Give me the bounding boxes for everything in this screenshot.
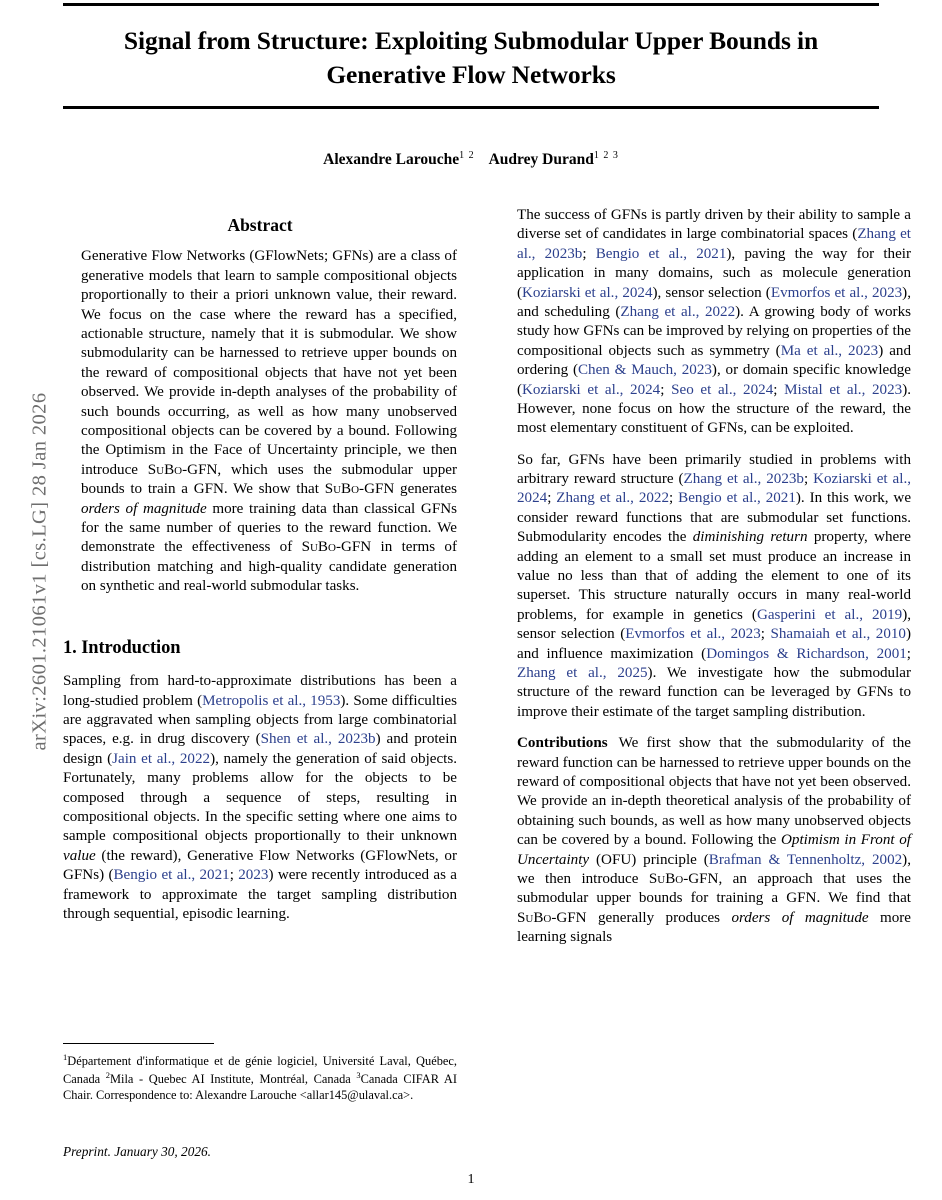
abstract-text-4: more training data than classical GFNs for the same number of queries to the reward function. We demonstrate the effectiveness of [81,500,457,556]
section-heading-introduction: 1. Introduction [63,637,181,658]
author-affiliation-1: 1 2 [459,150,475,161]
title-bottom-rule [63,106,879,109]
subo-smallcaps-1: SuBo [147,461,183,478]
text-run: ). We investigate how the submodular structure of the reward function can be leveraged by GFNs to improve their estimate of the target sampling distribution. [517,664,911,720]
text-run: ; [906,645,911,662]
citation-link[interactable]: Koziarski et al., 2024 [522,381,661,398]
citation-link[interactable]: Shamaiah et al., 2010 [770,626,906,643]
text-run: Mila - Quebec AI Institute, Montréal, Canada [110,1072,357,1087]
subo-smallcaps-4: SuBo [648,870,684,887]
left-column [63,206,457,936]
abstract-heading: Abstract [227,215,293,235]
citation-link[interactable]: Zhang et al., 2023b [517,226,911,262]
text-run: ), paving the way for their application in many domains, such as molecule generation ( [517,245,911,301]
text-run: ), namely the generation of said objects. Fortunately, many problems allow for the objects to be composed through a sequence of steps, resulting in compositional objects. In the specific setting where one aims to sample compositional objects proportionally to their unknown [63,750,458,845]
text-run: ; [660,381,672,398]
subo-smallcaps-3: SuBo [301,539,336,556]
text-run: ; [760,626,771,643]
abstract-text-2: -GFN, which uses the submodular upper bounds to train a GFN. We show that [81,461,457,498]
text-run: Département d'informatique et de génie logiciel, Université Laval, Québec, Canada [63,1054,457,1087]
text-run: We first show that the submodularity of the reward function can be harnessed to retrieve upper bounds on the reward of compositional objects that have not yet been observed. We provide an in-depth theoretical analysis of the probability of obtaining such bounds, as well as how many unobserved objects can be covered by a bound. Following the [517,735,911,849]
text-run: ; [669,490,679,507]
text-run: ; [229,867,239,884]
right-column [517,206,911,947]
text-run: ), and scheduling ( [517,284,911,320]
abstract-text-3: -GFN generates [359,481,458,498]
citation-link[interactable]: Ma et al., 2023 [780,342,879,359]
text-run: ). A growing body of works study how GFNs can be improved by relying on properties of the compositional objects such as symmetry ( [517,303,911,359]
text-run: -GFN, an approach that uses the submodular upper bounds for training a GFN. We find that [517,870,911,907]
footnote-affiliations [63,1052,457,1104]
text-run: Sampling from hard-to-approximate distributions has been a long-studied problem ( [63,673,457,709]
text-run: ). Some difficulties are aggravated when sampling objects from large combinatorial spaces, e.g. in drug discovery ( [63,692,457,748]
intro-paragraph-1 [63,672,457,924]
page-title: Signal from Structure: Exploiting Submodular Upper Bounds in Generative Flow Networks [123,26,819,89]
subo-smallcaps-2: SuBo [324,481,360,498]
citation-link[interactable]: Metropolis et al., 1953 [202,692,341,709]
orders-of-magnitude-italic: orders of magnitude [731,909,869,926]
footnote-marker-3: 3 [356,1070,361,1080]
abstract-text-5: -GFN in terms of distribution matching and high-quality candidate generation on synthetic and real-world submodular tasks. [81,539,457,595]
citation-link[interactable]: Gasperini et al., 2019 [756,606,903,623]
text-run: ; [803,471,814,488]
citation-link[interactable]: Koziarski et al., 2024 [517,471,912,507]
contributions-paragraph [517,734,911,947]
abstract-body [81,247,457,596]
preprint-notice: Preprint. January 30, 2026. [63,1144,211,1159]
author-list [63,150,879,169]
author-name-2: Audrey Durand [488,151,594,169]
text-run: So far, GFNs have been primarily studied in problems with arbitrary reward structure ( [517,451,911,488]
text-run: ; [547,490,557,507]
text-run: The success of GFNs is partly driven by their ability to sample a diverse set of candidates in large combinatorial spaces ( [517,207,911,243]
arxiv-stamp: arXiv:2601.21061v1 [cs.LG] 28 Jan 2026 [28,392,51,751]
citation-link[interactable]: Chen & Mauch, 2023 [577,362,712,379]
text-run: -GFN generally produces [551,909,732,926]
author-affiliation-2: 1 2 3 [593,150,619,161]
citation-link[interactable]: Bengio et al., 2021 [678,490,796,507]
ofu-italic: Optimism in Front of Uncertainty [517,832,911,868]
text-run: ), or domain specific knowledge ( [517,362,912,398]
diminishing-return-italic: diminishing return [692,529,808,546]
text-run: ) and influence maximization ( [517,626,911,662]
citation-link[interactable]: Zhang et al., 2025 [517,664,648,681]
intro-italic-value: value [63,847,96,864]
footnote-marker-2: 2 [105,1070,111,1080]
text-run: Canada CIFAR AI Chair. Correspondence to: Alexandre Larouche <allar145@ulaval.ca>. [63,1072,457,1102]
intro-paragraph-3 [517,451,911,722]
citation-link[interactable]: Bengio et al., 2021 [113,867,230,884]
citation-link[interactable]: Shen et al., 2023b [260,731,376,748]
text-run: ) were recently introduced as a framework to approximate the target sampling distribution through sequential, episodic learning. [63,867,457,922]
citation-link[interactable]: Evmorfos et al., 2023 [625,626,761,643]
text-run: (OFU) principle ( [589,851,709,868]
page-number: 1 [467,1172,475,1187]
top-rule [63,3,879,6]
citation-link[interactable]: Zhang et al., 2022 [620,303,736,320]
citation-link[interactable]: Seo et al., 2024 [671,381,774,398]
text-run: ) and ordering ( [517,342,911,379]
text-run: ), we then introduce [517,851,911,887]
citation-link[interactable]: 2023 [238,867,269,884]
citation-link[interactable]: Mistal et al., 2023 [784,381,903,398]
contributions-lead-in: Contributions [517,735,608,752]
intro-paragraph-2 [517,206,911,439]
text-run: more learning signals [517,909,911,946]
citation-link[interactable]: Zhang et al., 2023b [683,471,804,488]
citation-link[interactable]: Bengio et al., 2021 [595,245,727,262]
author-name-1: Alexandre Larouche [323,151,460,169]
citation-link[interactable]: Brafman & Tennenholtz, 2002 [708,851,903,868]
subo-smallcaps-5: SuBo [517,909,552,926]
abstract-italic-1: orders of magnitude [81,500,207,517]
text-run: ), sensor selection ( [652,284,771,301]
text-run: (the reward), Generative Flow Networks (GFlowNets, or GFNs) ( [63,847,457,884]
citation-link[interactable]: Evmorfos et al., 2023 [770,284,903,301]
text-run: ; [773,381,785,398]
footnote-marker-1: 1 [63,1052,68,1062]
text-run: ) and protein design ( [63,731,457,767]
text-run: ). In this work, we consider reward functions that are submodular set functions. Submodularity encodes the [517,490,912,546]
text-run: ), sensor selection ( [517,606,911,643]
citation-link[interactable]: Domingos & Richardson, 2001 [706,645,907,662]
citation-link[interactable]: Koziarski et al., 2024 [522,284,653,301]
text-run: property, where adding an element to a small set must produce an increase in value no less than that of adding the element to one of its superset. This structure naturally occurs in many real-world problems, for example in genetics ( [517,529,911,623]
footnote-rule [63,1043,214,1044]
abstract-text-1: Generative Flow Networks (GFlowNets; GFNs) are a class of generative models that learn to sample compositional objects proportionally to their a priori unknown value, their reward. We focus on the case where the reward has a specified, actionable structure, namely that it is submodular. We show submodularity can be harnessed to retrieve upper bounds on the reward of compositional objects that have not yet been observed. We provide in-depth analyses of the probability of such bounds occurring, as well as how many unobserved compositional objects can be covered by a bound. Following the Optimism in the Face of Uncertainty principle, we then introduce [81,248,457,478]
text-run: ). However, none focus on how the structure of the reward, the most elementary constituent of GFNs, can be exploited. [517,381,912,437]
citation-link[interactable]: Jain et al., 2022 [112,750,211,767]
citation-link[interactable]: Zhang et al., 2022 [556,490,670,507]
text-run: ; [582,245,596,262]
